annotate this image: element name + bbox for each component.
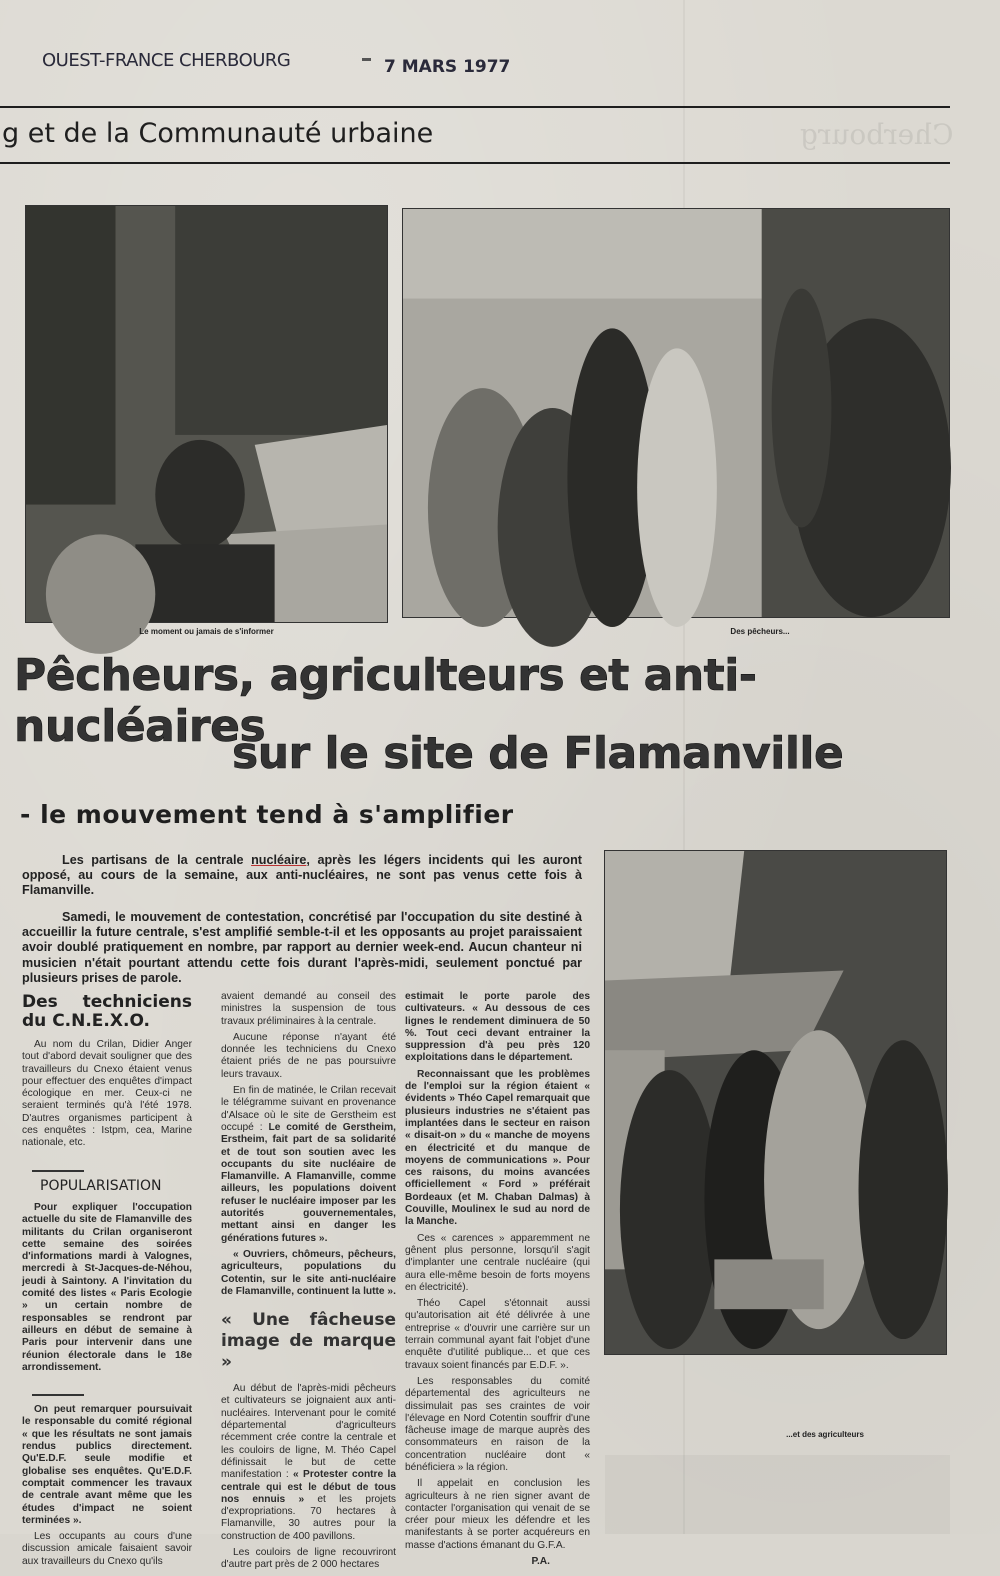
paragraph: Aucune réponse n'ayant été donnée les techniciens du Cnexo étaient priés de ne pas poursuivre leurs travaux. [221,1031,396,1080]
lead-paragraph-2 [22,910,582,986]
paragraph: « Ouvriers, chômeurs, pêcheurs, agriculteurs, populations du Cotentin, sur le site anti-nucléaire de Flamanville, continuent la lutte ». [221,1248,396,1297]
paragraph-text: En fin de matinée, le Crilan recevait le télégramme suivant en provenance d'Alsace où le site de Gerstheim est occupé : [221,1085,396,1133]
photo-caption: Le moment ou jamais de s'informer [139,627,274,636]
headline-line-2: sur le site de Flamanville [232,728,844,779]
lead-text: Les partisans de la centrale [62,853,252,867]
lead-text: Samedi, le mouvement de contestation, concrétisé par l'occupation du site destiné à accueillir la future centrale, s'est amplifié semble-t-il et les opposants au projet paraissaient avoir doublé pratiquement en nombre, par rapport au dernier week-end. Aucun chanteur ni musicien n'était pourtant attendu cette fois durant l'après-midi, seulement ponctué par plusieurs prises de parole. [22,910,582,985]
divider [32,1170,84,1172]
quoted-telegram: Le comité de Gerstheim, Erstheim, fait part de sa solidarité et de tout son soutien avec les occupants du site nucléaire de Flamanville. A Flamanville, comme ailleurs, les populations doivent refuser le nucléaire imposer par les autorités gouvernementales, mettant ainsi en danger les générations futures ». [221,1121,397,1244]
paragraph-text: et les projets d'expropriations. 70 hectares à Flamanville, 30 autres pour la construction de 400 pavillons. [221,1493,396,1542]
paragraph [221,1085,396,1245]
header-rule-bottom [0,162,950,164]
paragraph-text: Au début de l'après-midi pêcheurs et cultivateurs se joignaient aux anti-nucléaires. Intervenant pour le comité départemental d'agriculteurs récemment crée contre la centrale et les couloirs de ligne, M. Théo Capel définissait le but de cette manifestation : [221,1383,396,1481]
photo-caption: Des pêcheurs... [730,627,790,636]
author-signature: P.A. [531,1556,550,1568]
paragraph: Pour expliquer l'occupation actuelle du site de Flamanville des militants du Crilan organiseront cette semaine des soirées d'informations mardi à Valognes, mercredi à St-Jacques-de-Néhou, jeudi à Saintony. A l'invitation du comité des listes « Paris Ecologie » un certain nombre de responsables se rendront par ailleurs en début de semaine à Paris pour intervenir dans une réunion électorale dans le 18e arrondissement. [22,1201,192,1373]
headline-line-1: Pêcheurs, agriculteurs et anti-nucléaires [14,650,757,752]
paragraph: Les responsables du comité départemental des agriculteurs ne dissimulait pas ses craintes de voir l'élevage en Nord Cotentin souffrir d'une fâcheuse image de marque auprès des consommateurs en raison de la concentration nucléaire dont « bénéficiera » la région. [405,1375,590,1473]
paragraph: estimait le porte parole des cultivateurs. « Au dessous de ces lignes le rendement diminuera de 50 %. Tout ceci devant entrainer la suppression d'à peu près 120 exploitations dans le département. [405,991,590,1064]
paragraph: Au nom du Crilan, Didier Anger tout d'abord devait souligner que des travailleurs du Cnexo étaient venus pour effectuer des enquêtes d'impact écologique en mer. Ceux-ci ne seraient terminés qu'à l'été 1978. D'autres organismes participent à ces enquêtes : Istpm, cea, Marine nationale, etc. [22,1039,192,1149]
subheadline: - le mouvement tend à s'amplifier [20,800,514,829]
photo-fishermen [402,208,950,618]
article-column-2 [221,991,396,1576]
paragraph: On peut remarquer poursuivait le responsable du comité régional « que les résultats ne sont jamais rendus publics directement. Qu'E.D.F. seule modifie et globalise ses enquêtes. Qu'E.D.F. comptait commencer les travaux de centrale avant même que les études d'impact ne soient terminées ». [22,1404,192,1526]
marked-word: nucléaire [251,853,307,867]
paragraph: Théo Capel s'étonnait aussi qu'autorisation ait été délivrée à une entreprise « d'ouvrir une carrière sur un terrain communal ayant fait l'objet d'une enquête d'utilité publique... et que ces travaux soient financés par E.D.F. ». [405,1298,590,1371]
paragraph [221,1383,396,1543]
lead-text: , après les légers incidents qui les auront opposé, au cours de la semaine, aux anti-nucléaires, ne sont pas venus cette fois à Flamanville. [22,853,582,898]
article-column-3 [405,991,590,1572]
paragraph: Il appelait en conclusion les agriculteurs à ne rien signer avant de contacter l'organisation qui venait de se créer pour mieux les défendre et les manifestants à se porter acquéreurs en masse d'actions émanant du G.F.A. [405,1478,590,1551]
photo-caption: ...et des agriculteurs [786,1430,864,1439]
paragraph: avaient demandé au conseil des ministres la suspension de tous travaux préliminaires à la centrale. [221,991,396,1027]
section-header: g et de la Communauté urbaine [2,118,434,149]
header-rule-top [0,106,950,108]
paragraph: Les couloirs de ligne recouvriront d'autre part près de 2 000 hectares [221,1546,396,1571]
photo-children-reading [25,205,388,623]
paragraph: Reconnaissant que les problèmes de l'emploi sur la région étaient « évidents » Théo Capel remarquait que plusieurs industries ne s'étaient pas implantées dans le secteur en raison « disait-on » du « manche de moyens en électricité et du manque de moyens de communications ». Pour ces raisons, du moins avancées officiellement « Ford » préférait Bordeaux (et M. Chaban Dalmas) à Couville, Moulinex le sud au nord de la Manche. [405,1068,590,1228]
article-column-1 [22,993,192,1572]
paragraph: Les occupants au cours d'une discussion amicale faisaient savoir aux travailleurs du Cnexo qu'ils [22,1531,192,1567]
bleed-through-area [605,1455,950,1534]
stamp-mark [362,58,371,61]
column-subheading: POPULARISATION [40,1177,162,1194]
source-stamp: OUEST-FRANCE CHERBOURG [42,50,291,71]
column-heading: « Une fâcheuse image de marque » [221,1310,396,1373]
lead-paragraph-1 [22,853,582,899]
photo-farmers [604,850,947,1355]
bleed-through-text: Cherbourg [800,118,954,151]
quoted-statement: « Protester contre la centrale qui est le début de tous nos ennuis » [221,1469,396,1505]
divider [32,1394,84,1396]
column-heading: Des techniciens du C.N.E.X.O. [22,992,192,1031]
date-stamp: 7 MARS 1977 [384,57,511,77]
paragraph: Ces « carences » apparemment ne gênent plus personne, lorsqu'il s'agit d'implanter une centrale nucléaire (qui aura elle-même besoin de forts moyens en électricité). [405,1232,590,1293]
